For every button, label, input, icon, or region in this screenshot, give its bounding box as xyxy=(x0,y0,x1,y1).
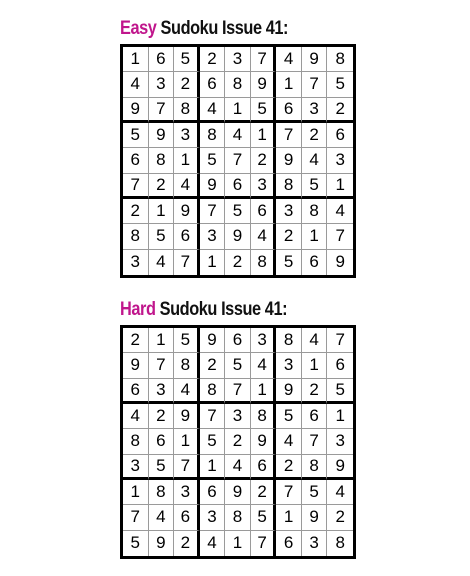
easy-sudoku-title xyxy=(120,16,323,42)
sudoku-cell: 5 xyxy=(276,250,302,275)
sudoku-cell: 1 xyxy=(327,174,353,199)
sudoku-cell: 9 xyxy=(225,480,251,505)
sudoku-cell: 1 xyxy=(302,224,328,249)
sudoku-cell: 2 xyxy=(302,123,328,148)
sudoku-cell: 1 xyxy=(174,429,200,454)
sudoku-cell: 9 xyxy=(276,148,302,173)
sudoku-cell: 8 xyxy=(149,480,175,505)
sudoku-cell: 5 xyxy=(123,531,149,556)
sudoku-cell: 7 xyxy=(174,455,200,480)
sudoku-cell: 7 xyxy=(200,199,226,224)
sudoku-cell: 6 xyxy=(174,224,200,249)
sudoku-cell: 4 xyxy=(251,353,277,378)
sudoku-cell: 4 xyxy=(174,174,200,199)
title-text-easy: Sudoku Issue 41: xyxy=(156,18,289,39)
sudoku-cell: 8 xyxy=(123,224,149,249)
sudoku-cell: 1 xyxy=(327,404,353,429)
sudoku-cell: 7 xyxy=(302,429,328,454)
sudoku-cell: 5 xyxy=(302,480,328,505)
sudoku-cell: 4 xyxy=(149,250,175,275)
sudoku-cell: 5 xyxy=(200,429,226,454)
sudoku-cell: 7 xyxy=(225,379,251,404)
sudoku-cell: 7 xyxy=(327,328,353,353)
sudoku-cell: 1 xyxy=(149,199,175,224)
sudoku-cell: 8 xyxy=(276,174,302,199)
sudoku-cell: 6 xyxy=(302,404,328,429)
sudoku-cell: 2 xyxy=(251,480,277,505)
sudoku-cell: 3 xyxy=(149,72,175,97)
sudoku-cell: 4 xyxy=(327,199,353,224)
sudoku-cell: 5 xyxy=(276,404,302,429)
sudoku-cell: 5 xyxy=(174,47,200,72)
sudoku-cell: 9 xyxy=(251,72,277,97)
sudoku-cell: 8 xyxy=(149,148,175,173)
sudoku-cell: 4 xyxy=(225,455,251,480)
sudoku-cell: 7 xyxy=(123,174,149,199)
sudoku-cell: 5 xyxy=(251,98,277,123)
easy-sudoku-solution xyxy=(120,16,356,278)
sudoku-cell: 4 xyxy=(302,148,328,173)
sudoku-cell: 3 xyxy=(225,404,251,429)
sudoku-cell: 2 xyxy=(174,531,200,556)
sudoku-cell: 1 xyxy=(149,328,175,353)
sudoku-cell: 7 xyxy=(200,404,226,429)
sudoku-cell: 8 xyxy=(302,455,328,480)
sudoku-cell: 5 xyxy=(149,455,175,480)
sudoku-cell: 1 xyxy=(200,455,226,480)
sudoku-cell: 2 xyxy=(276,455,302,480)
sudoku-cell: 1 xyxy=(276,505,302,530)
sudoku-cell: 5 xyxy=(327,72,353,97)
sudoku-cell: 1 xyxy=(225,531,251,556)
sudoku-cell: 4 xyxy=(149,505,175,530)
sudoku-cell: 3 xyxy=(149,379,175,404)
sudoku-cell: 6 xyxy=(123,148,149,173)
sudoku-cell: 1 xyxy=(123,47,149,72)
sudoku-cell: 2 xyxy=(302,379,328,404)
sudoku-cell: 9 xyxy=(251,429,277,454)
sudoku-cell: 6 xyxy=(276,531,302,556)
sudoku-cell: 8 xyxy=(276,328,302,353)
sudoku-cell: 1 xyxy=(251,379,277,404)
sudoku-cell: 8 xyxy=(302,199,328,224)
sudoku-cell: 8 xyxy=(225,505,251,530)
sudoku-cell: 6 xyxy=(327,123,353,148)
sudoku-cell: 6 xyxy=(225,328,251,353)
sudoku-cell: 4 xyxy=(200,98,226,123)
sudoku-cell: 3 xyxy=(174,123,200,148)
sudoku-cell: 8 xyxy=(251,404,277,429)
sudoku-cell: 5 xyxy=(174,328,200,353)
sudoku-cell: 1 xyxy=(302,353,328,378)
sudoku-cell: 4 xyxy=(251,224,277,249)
sudoku-cell: 3 xyxy=(327,148,353,173)
sudoku-cell: 3 xyxy=(200,224,226,249)
sudoku-cell: 5 xyxy=(327,379,353,404)
sudoku-cell: 4 xyxy=(276,47,302,72)
sudoku-cell: 4 xyxy=(302,328,328,353)
sudoku-cell: 3 xyxy=(174,480,200,505)
sudoku-cell: 2 xyxy=(327,505,353,530)
sudoku-cell: 6 xyxy=(123,379,149,404)
sudoku-cell: 1 xyxy=(123,480,149,505)
hard-sudoku-title xyxy=(120,297,323,323)
sudoku-cell: 6 xyxy=(174,505,200,530)
sudoku-cell: 4 xyxy=(327,480,353,505)
sudoku-cell: 9 xyxy=(225,224,251,249)
sudoku-cell: 1 xyxy=(251,123,277,148)
sudoku-cell: 5 xyxy=(123,123,149,148)
sudoku-cell: 2 xyxy=(174,72,200,97)
difficulty-label-hard: Hard xyxy=(120,299,156,320)
sudoku-cell: 7 xyxy=(302,72,328,97)
sudoku-cell: 6 xyxy=(302,250,328,275)
sudoku-cell: 8 xyxy=(327,47,353,72)
sudoku-cell: 5 xyxy=(225,199,251,224)
sudoku-cell: 9 xyxy=(174,404,200,429)
sudoku-cell: 9 xyxy=(149,531,175,556)
sudoku-cell: 9 xyxy=(302,47,328,72)
sudoku-cell: 4 xyxy=(200,531,226,556)
sudoku-cell: 8 xyxy=(123,429,149,454)
sudoku-cell: 7 xyxy=(149,98,175,123)
sudoku-cell: 3 xyxy=(302,98,328,123)
sudoku-cell: 8 xyxy=(335,533,345,553)
sudoku-cell: 9 xyxy=(149,123,175,148)
sudoku-cell: 8 xyxy=(174,353,200,378)
sudoku-cell: 9 xyxy=(302,505,328,530)
title-text-hard: Sudoku Issue 41: xyxy=(155,299,288,320)
sudoku-cell: 2 xyxy=(123,328,149,353)
sudoku-cell: 3 xyxy=(302,531,328,556)
sudoku-cell: 9 xyxy=(200,174,226,199)
sudoku-cell: 9 xyxy=(276,379,302,404)
sudoku-cell: 8 xyxy=(174,98,200,123)
sudoku-cell: 4 xyxy=(174,379,200,404)
sudoku-cell: 7 xyxy=(251,47,277,72)
sudoku-cell: 3 xyxy=(251,328,277,353)
sudoku-cell: 3 xyxy=(276,199,302,224)
sudoku-cell: 4 xyxy=(225,123,251,148)
difficulty-label-easy: Easy xyxy=(120,18,157,39)
sudoku-cell: 7 xyxy=(123,505,149,530)
sudoku-cell: 7 xyxy=(276,480,302,505)
sudoku-cell: 8 xyxy=(200,379,226,404)
hard-sudoku-grid xyxy=(120,325,356,559)
hard-sudoku-solution xyxy=(120,297,356,559)
sudoku-cell: 2 xyxy=(276,224,302,249)
sudoku-cell: 2 xyxy=(225,429,251,454)
sudoku-cell: 1 xyxy=(174,148,200,173)
sudoku-cell: 6 xyxy=(276,98,302,123)
sudoku-cell: 4 xyxy=(123,72,149,97)
sudoku-cell: 8 xyxy=(200,123,226,148)
sudoku-cell: 3 xyxy=(251,174,277,199)
sudoku-cell: 9 xyxy=(335,252,345,272)
sudoku-cell: 5 xyxy=(149,224,175,249)
sudoku-cell: 5 xyxy=(251,505,277,530)
sudoku-cell: 6 xyxy=(149,429,175,454)
sudoku-cell: 7 xyxy=(276,123,302,148)
sudoku-cell: 6 xyxy=(251,455,277,480)
sudoku-cell: 6 xyxy=(225,174,251,199)
sudoku-cell: 2 xyxy=(251,148,277,173)
sudoku-cell: 1 xyxy=(200,250,226,275)
sudoku-cell: 3 xyxy=(200,505,226,530)
sudoku-cell: 1 xyxy=(225,98,251,123)
sudoku-cell: 6 xyxy=(200,72,226,97)
sudoku-cell: 6 xyxy=(149,47,175,72)
sudoku-cell: 1 xyxy=(276,72,302,97)
sudoku-cell: 4 xyxy=(123,404,149,429)
easy-sudoku-grid xyxy=(120,44,356,278)
sudoku-cell: 9 xyxy=(327,455,353,480)
sudoku-cell: 7 xyxy=(327,224,353,249)
sudoku-cell: 3 xyxy=(276,353,302,378)
sudoku-cell: 7 xyxy=(174,250,200,275)
sudoku-cell: 4 xyxy=(276,429,302,454)
sudoku-cell: 2 xyxy=(200,353,226,378)
sudoku-cell: 7 xyxy=(149,353,175,378)
sudoku-cell: 8 xyxy=(225,72,251,97)
sudoku-cell: 7 xyxy=(225,148,251,173)
sudoku-cell: 2 xyxy=(149,404,175,429)
sudoku-cell: 5 xyxy=(225,353,251,378)
sudoku-cell: 9 xyxy=(123,353,149,378)
sudoku-cell: 2 xyxy=(149,174,175,199)
sudoku-cell: 6 xyxy=(327,353,353,378)
sudoku-cell: 9 xyxy=(200,328,226,353)
sudoku-cell: 9 xyxy=(123,98,149,123)
sudoku-cell: 3 xyxy=(123,455,149,480)
sudoku-cell: 3 xyxy=(225,47,251,72)
sudoku-cell: 2 xyxy=(123,199,149,224)
sudoku-cell: 5 xyxy=(200,148,226,173)
sudoku-cell: 8 xyxy=(251,250,277,275)
sudoku-cell: 3 xyxy=(123,250,149,275)
sudoku-cell: 6 xyxy=(200,480,226,505)
sudoku-cell: 5 xyxy=(302,174,328,199)
sudoku-cell: 6 xyxy=(251,199,277,224)
sudoku-cell: 2 xyxy=(200,47,226,72)
sudoku-cell: 2 xyxy=(327,98,353,123)
sudoku-cell: 7 xyxy=(251,531,277,556)
sudoku-cell: 3 xyxy=(327,429,353,454)
sudoku-cell: 9 xyxy=(174,199,200,224)
sudoku-cell: 2 xyxy=(225,250,251,275)
